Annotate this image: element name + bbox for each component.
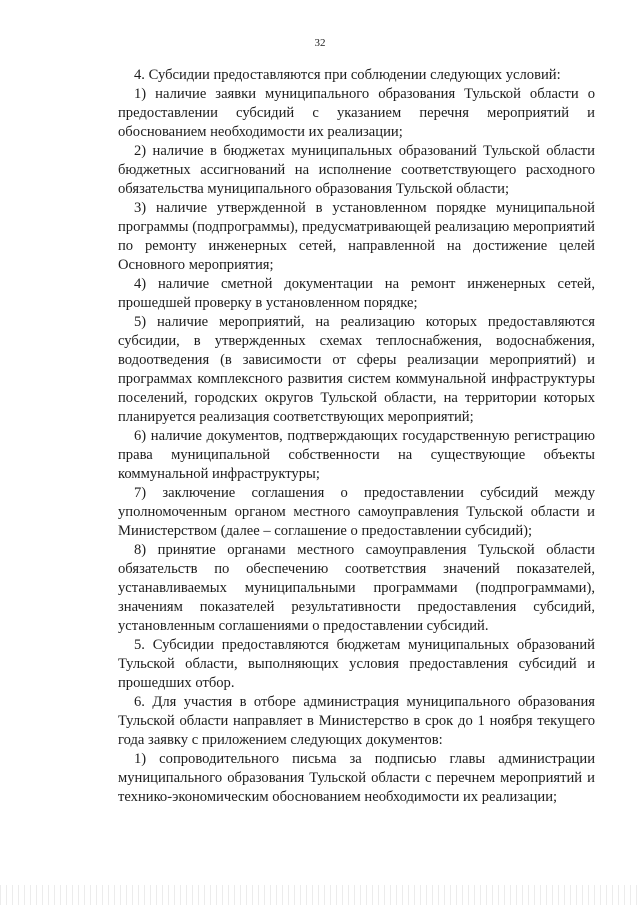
paragraph-5-eligibility: 5. Субсидии предоставляются бюджетам муниципальных образований Тульской области, выполняющих условия предоставления субсидий и прошедших отбор. bbox=[118, 637, 595, 691]
paragraph-condition-5: 5) наличие мероприятий, на реализацию которых предоставляются субсидии, в утвержденных схемах теплоснабжения, водоснабжения, водоотведения (в зависимости от сферы реализации мероприятий) и программах комплексного развития систем коммунальной инфраструктуры поселений, городских округов Тульской области, на территории которых планируется реализация соответствующих мероприятий; bbox=[118, 314, 595, 425]
paragraph-condition-8: 8) принятие органами местного самоуправления Тульской области обязательств по обеспечению соответствия значений показателей, устанавливаемых муниципальными программами (подпрограммами), значениям показателей результативности предоставления субсидий, установленным соглашениями о предоставлении субсидий. bbox=[118, 542, 595, 634]
paragraph-4-conditions-intro: 4. Субсидии предоставляются при соблюдении следующих условий: bbox=[134, 67, 561, 83]
scan-noise-strip bbox=[0, 885, 640, 905]
paragraph-condition-1: 1) наличие заявки муниципального образования Тульской области о предоставлении субсидий с указанием перечня мероприятий и обоснованием необходимости их реализации; bbox=[118, 86, 595, 140]
document-body bbox=[118, 66, 595, 807]
paragraph-condition-2: 2) наличие в бюджетах муниципальных образований Тульской области бюджетных ассигнований на исполнение соответствующего расходного обязательства муниципального образования Тульской области; bbox=[118, 143, 595, 197]
paragraph-condition-7: 7) заключение соглашения о предоставлении субсидий между уполномоченным органом местного самоуправления Тульской области и Министерством (далее – соглашение о предоставлении субсидий); bbox=[118, 485, 595, 539]
paragraph-condition-4: 4) наличие сметной документации на ремонт инженерных сетей, прошедшей проверку в установленном порядке; bbox=[118, 276, 595, 311]
page-number: 32 bbox=[314, 37, 326, 49]
paragraph-6-selection: 6. Для участия в отборе администрация муниципального образования Тульской области направляет в Министерство в срок до 1 ноября текущего года заявку с приложением следующих документов: bbox=[118, 694, 595, 748]
paragraph-condition-6: 6) наличие документов, подтверждающих государственную регистрацию права муниципальной собственности на существующие объекты коммунальной инфраструктуры; bbox=[118, 428, 595, 482]
paragraph-document-1: 1) сопроводительного письма за подписью главы администрации муниципального образования Тульской области с перечнем мероприятий и технико-экономическим обоснованием необходимости их реализации; bbox=[118, 751, 595, 805]
paragraph-condition-3: 3) наличие утвержденной в установленном порядке муниципальной программы (подпрограммы), предусматривающей реализацию мероприятий по ремонту инженерных сетей, направленной на достижение целей Основного мероприятия; bbox=[118, 200, 595, 273]
